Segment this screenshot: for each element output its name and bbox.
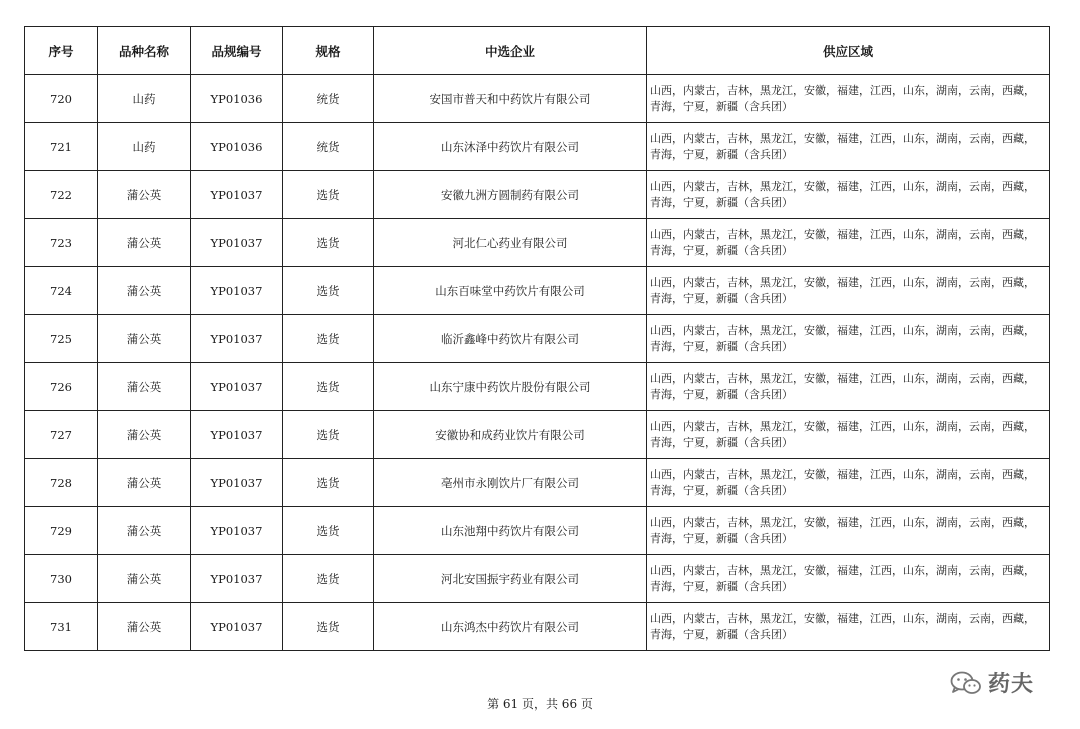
table-row — [25, 603, 1050, 651]
cell-index: 731 — [25, 603, 98, 651]
table-row — [25, 171, 1050, 219]
header-spec-code: 品规编号 — [191, 27, 283, 75]
cell-spec-code: YP01037 — [191, 507, 283, 555]
cell-spec-code: YP01037 — [191, 363, 283, 411]
cell-index: 730 — [25, 555, 98, 603]
cell-company: 亳州市永刚饮片厂有限公司 — [374, 459, 647, 507]
cell-grade: 选货 — [283, 507, 374, 555]
header-variety-name: 品种名称 — [98, 27, 191, 75]
cell-spec-code: YP01036 — [191, 123, 283, 171]
watermark-text: 药夫 — [988, 672, 1035, 697]
cell-grade: 选货 — [283, 219, 374, 267]
header-grade: 规格 — [283, 27, 374, 75]
cell-variety-name: 蒲公英 — [98, 507, 191, 555]
cell-variety-name: 山药 — [98, 75, 191, 123]
cell-supply-area: 山西，内蒙古，吉林，黑龙江，安徽，福建，江西，山东，湖南，云南，西藏，青海，宁夏，新疆（含兵团） — [647, 459, 1050, 507]
table-row — [25, 555, 1050, 603]
cell-supply-area: 山西，内蒙古，吉林，黑龙江，安徽，福建，江西，山东，湖南，云南，西藏，青海，宁夏，新疆（含兵团） — [647, 603, 1050, 651]
cell-variety-name: 蒲公英 — [98, 555, 191, 603]
cell-index: 722 — [25, 171, 98, 219]
cell-company: 山东池翔中药饮片有限公司 — [374, 507, 647, 555]
cell-spec-code: YP01037 — [191, 411, 283, 459]
cell-variety-name: 蒲公英 — [98, 363, 191, 411]
cell-spec-code: YP01037 — [191, 459, 283, 507]
cell-variety-name: 蒲公英 — [98, 267, 191, 315]
cell-company: 山东沐泽中药饮片有限公司 — [374, 123, 647, 171]
cell-company: 河北安国振宇药业有限公司 — [374, 555, 647, 603]
cell-spec-code: YP01037 — [191, 171, 283, 219]
data-table-container — [24, 26, 1049, 651]
cell-supply-area: 山西，内蒙古，吉林，黑龙江，安徽，福建，江西，山东，湖南，云南，西藏，青海，宁夏，新疆（含兵团） — [647, 123, 1050, 171]
header-index: 序号 — [25, 27, 98, 75]
cell-spec-code: YP01036 — [191, 75, 283, 123]
cell-spec-code: YP01037 — [191, 555, 283, 603]
cell-company: 河北仁心药业有限公司 — [374, 219, 647, 267]
cell-index: 728 — [25, 459, 98, 507]
page-footer — [0, 695, 1080, 712]
cell-variety-name: 蒲公英 — [98, 315, 191, 363]
cell-company: 山东宁康中药饮片股份有限公司 — [374, 363, 647, 411]
cell-index: 720 — [25, 75, 98, 123]
cell-grade: 选货 — [283, 555, 374, 603]
cell-variety-name: 蒲公英 — [98, 219, 191, 267]
cell-grade: 选货 — [283, 459, 374, 507]
cell-supply-area: 山西，内蒙古，吉林，黑龙江，安徽，福建，江西，山东，湖南，云南，西藏，青海，宁夏，新疆（含兵团） — [647, 315, 1050, 363]
cell-company: 安徽协和成药业饮片有限公司 — [374, 411, 647, 459]
page-number-label: 第 61 页，共 66 页 — [487, 697, 593, 711]
cell-spec-code: YP01037 — [191, 603, 283, 651]
cell-index: 721 — [25, 123, 98, 171]
header-company: 中选企业 — [374, 27, 647, 75]
table-row — [25, 363, 1050, 411]
cell-spec-code: YP01037 — [191, 219, 283, 267]
header-supply-area: 供应区域 — [647, 27, 1050, 75]
cell-variety-name: 蒲公英 — [98, 171, 191, 219]
cell-supply-area: 山西，内蒙古，吉林，黑龙江，安徽，福建，江西，山东，湖南，云南，西藏，青海，宁夏，新疆（含兵团） — [647, 507, 1050, 555]
cell-variety-name: 山药 — [98, 123, 191, 171]
cell-variety-name: 蒲公英 — [98, 459, 191, 507]
cell-spec-code: YP01037 — [191, 315, 283, 363]
wechat-icon — [950, 670, 982, 696]
table-row — [25, 411, 1050, 459]
table-row — [25, 267, 1050, 315]
cell-index: 727 — [25, 411, 98, 459]
cell-grade: 选货 — [283, 267, 374, 315]
cell-grade: 选货 — [283, 603, 374, 651]
cell-supply-area: 山西，内蒙古，吉林，黑龙江，安徽，福建，江西，山东，湖南，云南，西藏，青海，宁夏，新疆（含兵团） — [647, 267, 1050, 315]
cell-supply-area: 山西，内蒙古，吉林，黑龙江，安徽，福建，江西，山东，湖南，云南，西藏，青海，宁夏，新疆（含兵团） — [647, 555, 1050, 603]
cell-company: 山东鸿杰中药饮片有限公司 — [374, 603, 647, 651]
cell-variety-name: 蒲公英 — [98, 603, 191, 651]
table-row — [25, 123, 1050, 171]
table-row — [25, 507, 1050, 555]
cell-supply-area: 山西，内蒙古，吉林，黑龙江，安徽，福建，江西，山东，湖南，云南，西藏，青海，宁夏，新疆（含兵团） — [647, 75, 1050, 123]
cell-index: 723 — [25, 219, 98, 267]
cell-grade: 选货 — [283, 171, 374, 219]
cell-supply-area: 山西，内蒙古，吉林，黑龙江，安徽，福建，江西，山东，湖南，云南，西藏，青海，宁夏，新疆（含兵团） — [647, 411, 1050, 459]
table-row — [25, 459, 1050, 507]
cell-company: 山东百味堂中药饮片有限公司 — [374, 267, 647, 315]
cell-index: 726 — [25, 363, 98, 411]
cell-company: 安国市普天和中药饮片有限公司 — [374, 75, 647, 123]
cell-spec-code: YP01037 — [191, 267, 283, 315]
cell-variety-name: 蒲公英 — [98, 411, 191, 459]
cell-grade: 选货 — [283, 363, 374, 411]
cell-company: 临沂鑫峰中药饮片有限公司 — [374, 315, 647, 363]
cell-index: 725 — [25, 315, 98, 363]
table-row — [25, 219, 1050, 267]
data-table — [24, 26, 1050, 651]
cell-company: 安徽九洲方圆制药有限公司 — [374, 171, 647, 219]
watermark — [950, 667, 1034, 698]
cell-supply-area: 山西，内蒙古，吉林，黑龙江，安徽，福建，江西，山东，湖南，云南，西藏，青海，宁夏，新疆（含兵团） — [647, 219, 1050, 267]
cell-index: 729 — [25, 507, 98, 555]
cell-index: 724 — [25, 267, 98, 315]
cell-grade: 统货 — [283, 75, 374, 123]
cell-supply-area: 山西，内蒙古，吉林，黑龙江，安徽，福建，江西，山东，湖南，云南，西藏，青海，宁夏，新疆（含兵团） — [647, 363, 1050, 411]
table-row — [25, 315, 1050, 363]
cell-grade: 选货 — [283, 315, 374, 363]
cell-grade: 统货 — [283, 123, 374, 171]
table-row — [25, 75, 1050, 123]
cell-supply-area: 山西，内蒙古，吉林，黑龙江，安徽，福建，江西，山东，湖南，云南，西藏，青海，宁夏，新疆（含兵团） — [647, 171, 1050, 219]
table-header-row — [25, 27, 1050, 75]
cell-grade: 选货 — [283, 411, 374, 459]
